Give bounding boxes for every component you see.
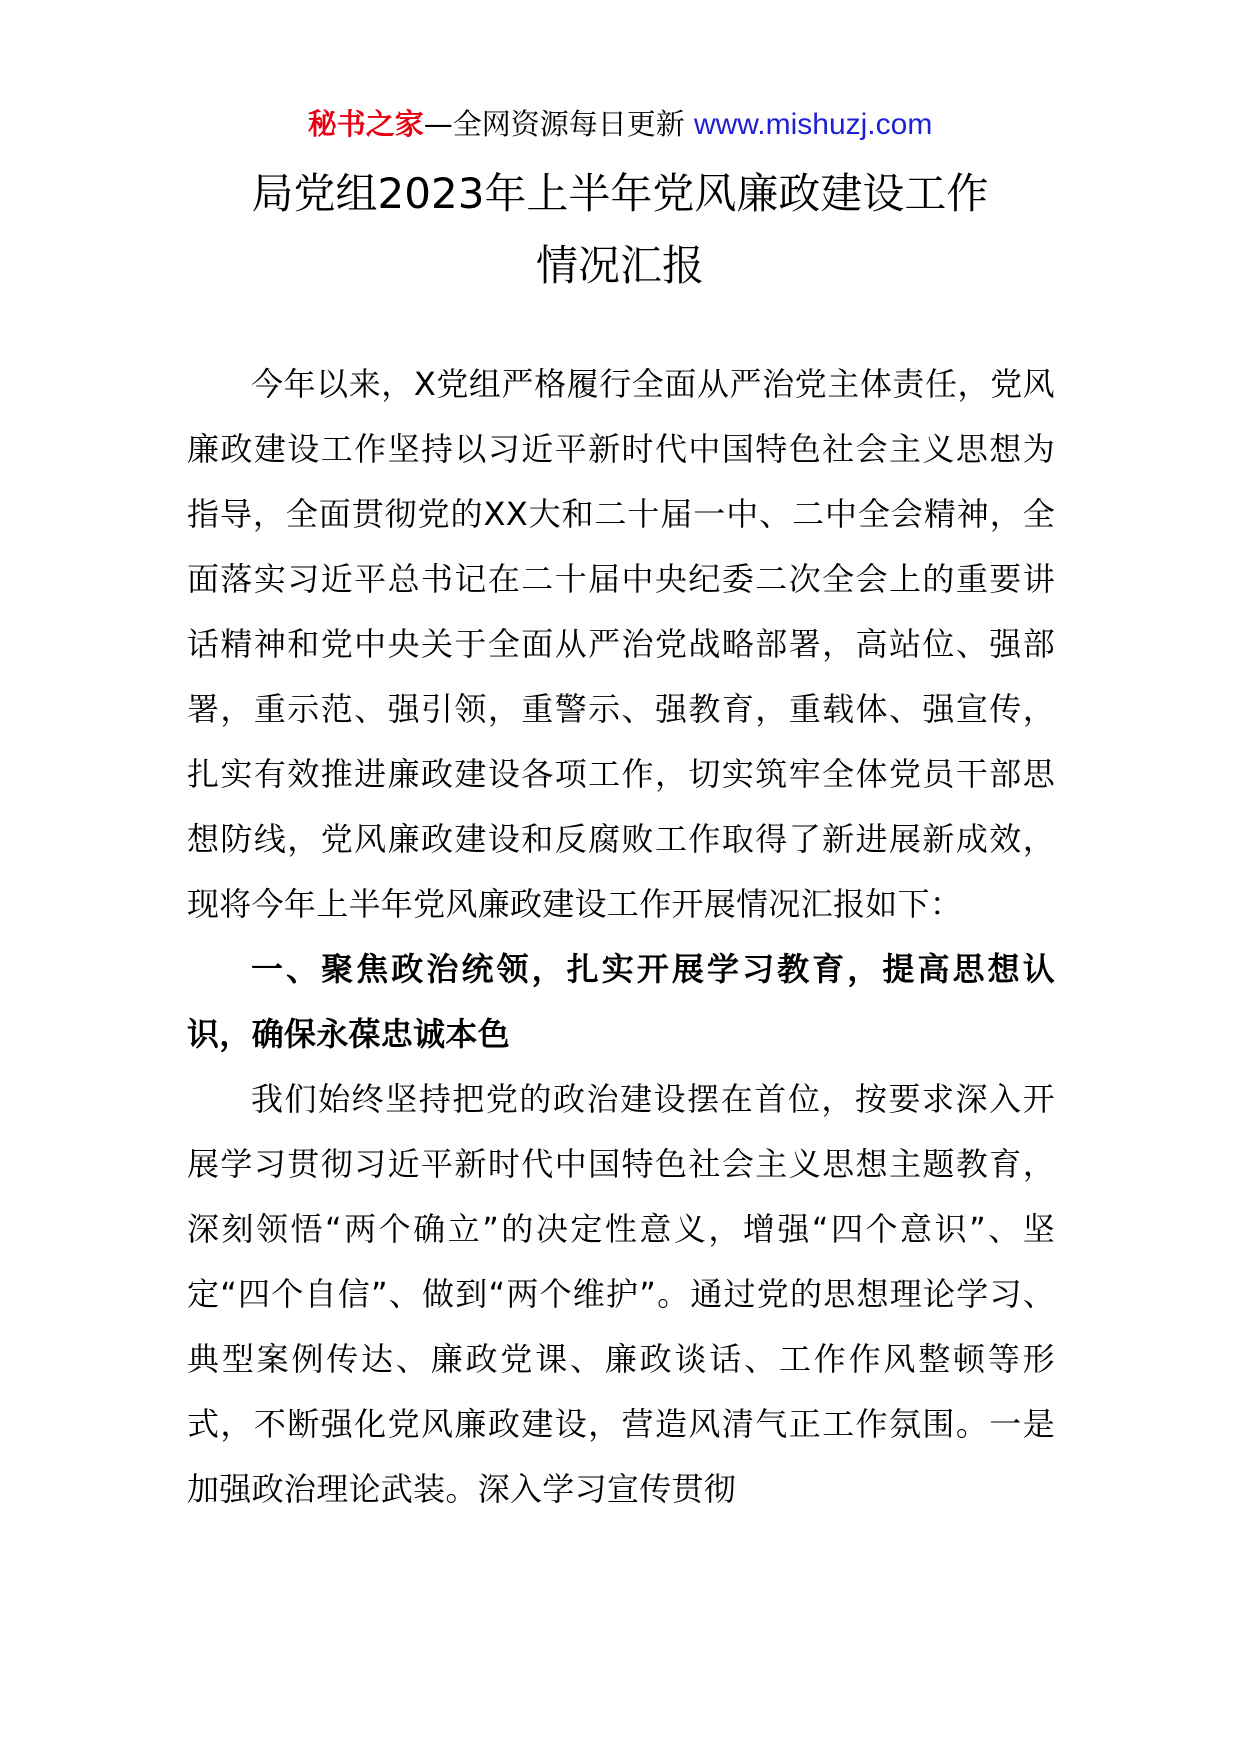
section-paragraph: 我们始终坚持把党的政治建设摆在首位，按要求深入开展学习贯彻习近平新时代中国特色社会主义思想主题教育，深刻领悟“两个确立”的决定性意义，增强“四个意识”、坚定“四个自信”、做到“两个维护”。通过党的思想理论学习、典型案例传达、廉政党课、廉政谈话、工作作风整顿等形式，不断强化党风廉政建设，营造风清气正工作氛围。一是加强政治理论武装。深入学习宣传贯彻 [187,1080,1055,1508]
document-title [160,158,1080,302]
header-slogan: —全网资源每日更新 [423,107,685,141]
brand-name: 秘书之家 [307,107,424,141]
document-title-line-1: 局党组2023年上半年党风廉政建设工作 [251,169,989,218]
site-header [0,104,1240,145]
document-title-line-2: 情况汇报 [535,241,704,290]
section-heading: 一、聚焦政治统领，扎实开展学习教育，提高思想认识，确保永葆忠诚本色 [187,950,1055,1053]
document-body [187,352,1055,1522]
intro-paragraph: 今年以来，X党组严格履行全面从严治党主体责任，党风廉政建设工作坚持以习近平新时代中国特色社会主义思想为指导，全面贯彻党的XX大和二十届一中、二中全会精神，全面落实习近平总书记在二十届中央纪委二次全会上的重要讲话精神和党中央关于全面从严治党战略部署，高站位、强部署，重示范、强引领，重警示、强教育，重载体、强宣传，扎实有效推进廉政建设各项工作，切实筑牢全体党员干部思想防线，党风廉政建设和反腐败工作取得了新进展新成效，现将今年上半年党风廉政建设工作开展情况汇报如下： [187,365,1055,923]
site-url[interactable]: www.mishuzj.com [693,108,933,141]
